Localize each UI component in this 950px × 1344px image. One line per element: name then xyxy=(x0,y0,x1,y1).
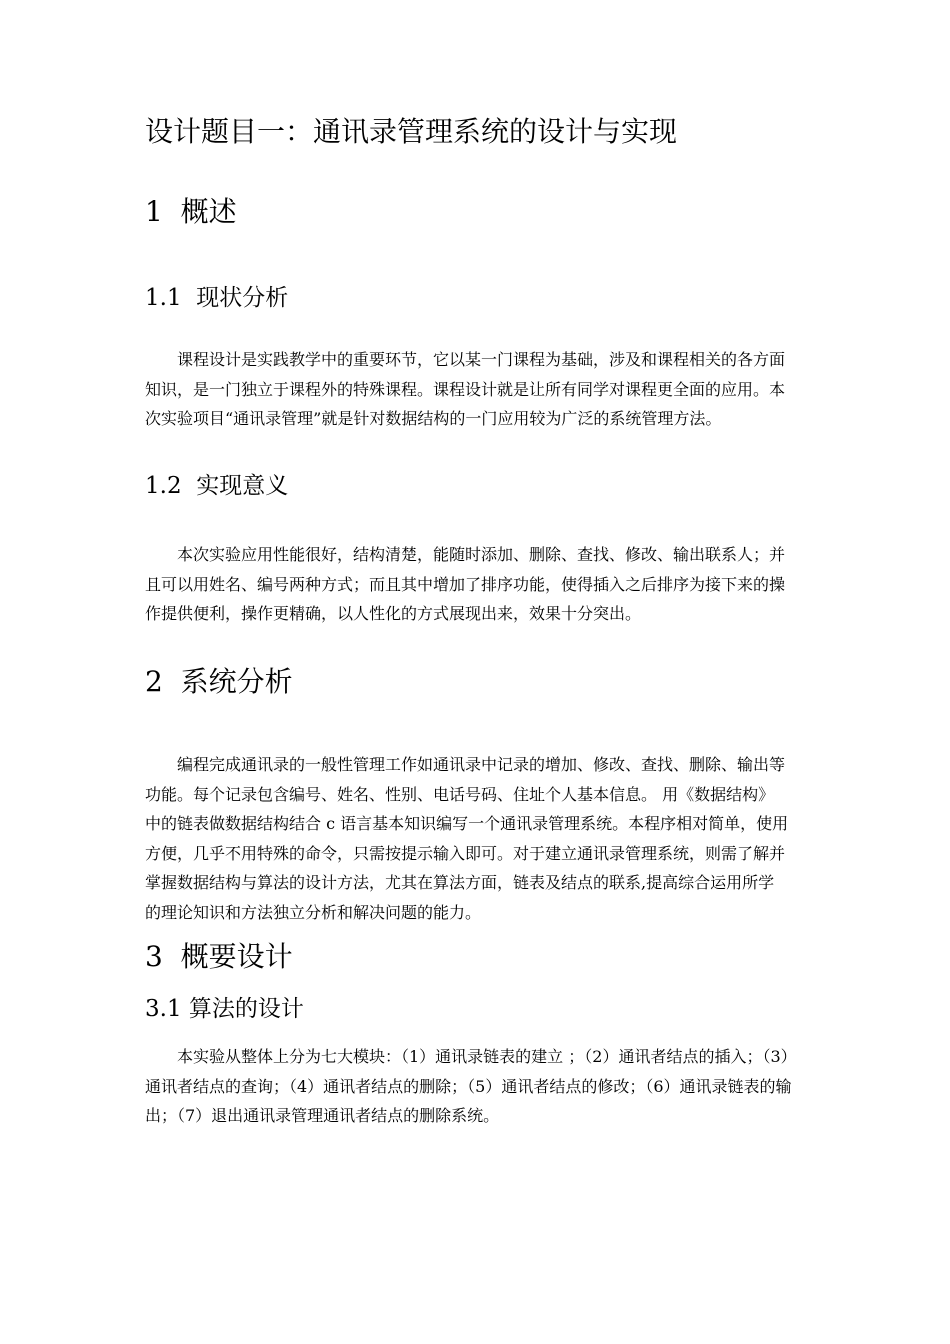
paragraph-line: 本次实验应用性能很好，结构清楚，能随时添加、删除、查找、修改、输出联系人；并 xyxy=(177,545,786,564)
section-heading-1: 1 概述 xyxy=(145,195,237,228)
paragraph-line: 掌握数据结构与算法的设计方法，尤其在算法方面，链表及结点的联系,提高综合运用所学 xyxy=(145,873,775,892)
paragraph-3-1 xyxy=(145,1042,810,1131)
paragraph-line: 方便，几乎不用特殊的命令，只需按提示输入即可。对于建立通讯录管理系统，则需了解并 xyxy=(145,843,786,863)
paragraph-2 xyxy=(145,750,810,927)
section-heading-1-2: 1.2 实现意义 xyxy=(145,473,289,499)
section-heading-1-1: 1.1 现状分析 xyxy=(145,285,289,311)
paragraph-line: 出；（7）退出通讯录管理通讯者结点的删除系统。 xyxy=(145,1106,500,1125)
section-heading-2: 2 系统分析 xyxy=(145,665,293,698)
document-title: 设计题目一：通讯录管理系统的设计与实现 xyxy=(145,115,678,148)
paragraph-1-2 xyxy=(145,540,810,629)
section-heading-3: 3 概要设计 xyxy=(145,940,293,973)
paragraph-1-1 xyxy=(145,345,810,434)
paragraph-line: 的理论知识和方法独立分析和解决问题的能力。 xyxy=(145,902,482,922)
paragraph-line: 本实验从整体上分为七大模块：（1）通讯录链表的建立 ；（2）通讯者结点的插入；（3） xyxy=(177,1047,797,1066)
paragraph-line: 作提供便利，操作更精确，以人性化的方式展现出来，效果十分突出。 xyxy=(145,604,642,623)
paragraph-line: 编程完成通讯录的一般性管理工作如通讯录中记录的增加、修改、查找、删除、输出等 xyxy=(177,755,786,774)
paragraph-line: 功能。每个记录包含编号、姓名、性别、电话号码、住址个人基本信息。 用《数据结构》 xyxy=(145,784,775,804)
paragraph-line: 课程设计是实践教学中的重要环节，它以某一门课程为基础，涉及和课程相关的各方面 xyxy=(177,350,786,369)
paragraph-line: 次实验项目“通讯录管理”就是针对数据结构的一门应用较为广泛的系统管理方法。 xyxy=(145,409,722,428)
section-heading-3-1: 3.1 算法的设计 xyxy=(145,996,304,1022)
paragraph-line: 且可以用姓名、编号两种方式；而且其中增加了排序功能，使得插入之后排序为接下来的操 xyxy=(145,574,786,594)
paragraph-line: 中的链表做数据结构结合 c 语言基本知识编写一个通讯录管理系统。本程序相对简单，使用 xyxy=(145,814,789,833)
paragraph-line: 通讯者结点的查询；（4）通讯者结点的删除；（5）通讯者结点的修改；（6）通讯录链表的输 xyxy=(145,1076,792,1096)
paragraph-line: 知识，是一门独立于课程外的特殊课程。课程设计就是让所有同学对课程更全面的应用。本 xyxy=(145,379,786,399)
